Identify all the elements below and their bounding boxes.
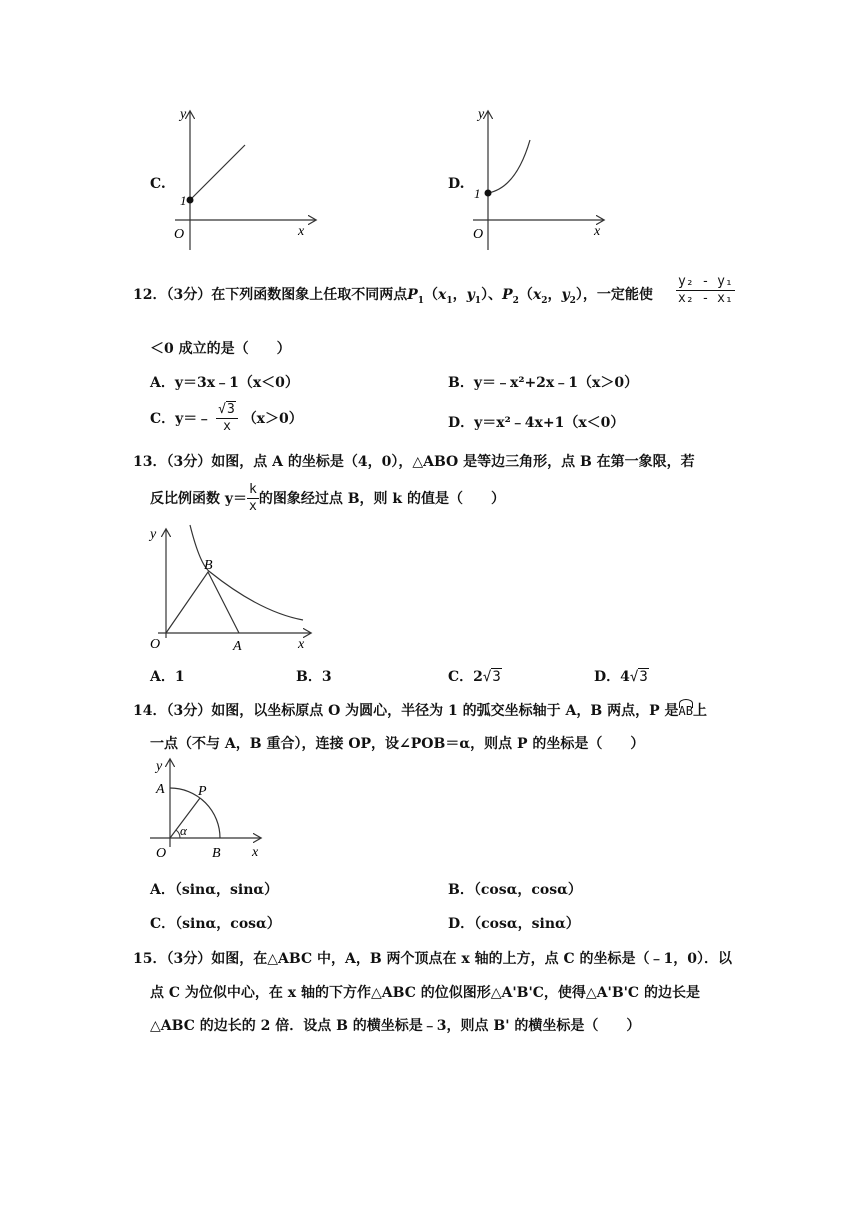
arc-ab	[170, 788, 220, 838]
q14-stem-line1: 14．（3分）如图，以坐标原点 O 为圆心，半径为 1 的弧交坐标轴于 A，B 两点，P 是AB上	[133, 703, 707, 719]
svg-text:A: A	[233, 639, 242, 654]
q12-stem-line2: ＜0 成立的是（ ）	[150, 341, 291, 357]
q15-stem-line1: 15．（3分）如图，在△ABC 中，A，B 两个顶点在 x 轴的上方，点 C 的坐标是（﹣1，0）．以	[133, 951, 732, 967]
svg-text:B: B	[204, 558, 213, 573]
q13-fraction: $\frac{k}{x}$	[249, 482, 257, 514]
origin-label: O	[174, 227, 185, 242]
q12-option-a[interactable]: A．y＝3x﹣1（x＜0）	[150, 375, 299, 391]
svg-text:O: O	[150, 637, 161, 652]
q14-figure	[140, 755, 270, 865]
svg-text:B: B	[212, 846, 221, 861]
q14-option-a[interactable]: A．（sinα，sinα）	[150, 882, 279, 898]
q11-option-c[interactable]	[150, 100, 320, 260]
svg-text:x: x	[252, 845, 259, 860]
q14-option-c[interactable]: C．（sinα，cosα）	[150, 916, 281, 932]
q11-option-d[interactable]	[448, 100, 618, 260]
svg-text:x: x	[298, 637, 305, 652]
q12-stem-line1: 12．（3分）在下列函数图象上任取不同两点$P_1(x_1$，$y_1$）、$P_2(x_2$，$y_2$），一定能使	[133, 287, 653, 306]
q13-option-d[interactable]: D．4√3	[594, 669, 648, 685]
q14-option-b[interactable]: B．（cosα，cosα）	[448, 882, 582, 898]
intercept-label: 1	[180, 193, 187, 208]
start-point	[187, 197, 194, 204]
q13-stem-line1: 13．（3分）如图，点 A 的坐标是（4，0），△ABO 是等边三角形，点 B 在第一象限，若	[133, 454, 695, 470]
intercept-label: 1	[474, 186, 481, 201]
arc-ab: AB	[678, 704, 693, 718]
q13-option-a[interactable]: A．1	[150, 669, 185, 685]
axis-label-x: x	[298, 224, 305, 239]
graph-d	[468, 100, 618, 260]
q12-fraction: $\frac{\text{y₂ - y₁}}{\text{x₂ - x₁}}$	[678, 274, 733, 306]
svg-text:P: P	[198, 784, 207, 799]
q13-figure	[140, 520, 315, 655]
svg-text:y: y	[150, 527, 157, 542]
start-point	[485, 190, 492, 197]
option-label: C.	[150, 176, 166, 192]
q12-option-c[interactable]: C．y＝﹣ $\frac{√3}{x}$ （x＞0）	[150, 402, 303, 434]
q13-stem-line2: 反比例函数 y＝ $\frac{k}{x}$ 的图象经过点 B，则 k 的值是（ ）	[150, 482, 505, 514]
graph-c	[170, 100, 320, 260]
svg-text:y: y	[156, 759, 163, 774]
curve-graph	[488, 140, 530, 193]
q14-option-d[interactable]: D．（cosα，sinα）	[448, 916, 580, 932]
q12-c-fraction: $\frac{√3}{x}$	[216, 402, 238, 434]
svg-text:O: O	[156, 846, 167, 861]
option-label: D.	[448, 176, 465, 192]
axis-label-x: x	[594, 224, 601, 239]
line-graph	[190, 145, 245, 200]
q13-option-c[interactable]: C．2√3	[448, 669, 501, 685]
svg-text:A: A	[156, 782, 165, 797]
q15-stem-line2: 点 C 为位似中心，在 x 轴的下方作△ABC 的位似图形△A'B'C，使得△A'B'C 的边长是	[150, 985, 700, 1001]
q15-stem-line3: △ABC 的边长的 2 倍．设点 B 的横坐标是﹣3，则点 B' 的横坐标是（ ）	[150, 1018, 641, 1034]
origin-label: O	[473, 227, 484, 242]
q12-option-b[interactable]: B．y＝﹣x²+2x﹣1（x＞0）	[448, 375, 639, 391]
q12-option-d[interactable]: D．y＝x²﹣4x+1（x＜0）	[448, 415, 625, 431]
q14-stem-line2: 一点（不与 A，B 重合），连接 OP，设∠POB＝α，则点 P 的坐标是（ ）	[150, 736, 645, 752]
q13-option-b[interactable]: B．3	[296, 669, 332, 685]
triangle-abo	[166, 572, 239, 633]
axis-label-y: y	[478, 107, 485, 122]
axis-label-y: y	[180, 107, 187, 122]
svg-text:α: α	[180, 823, 187, 838]
